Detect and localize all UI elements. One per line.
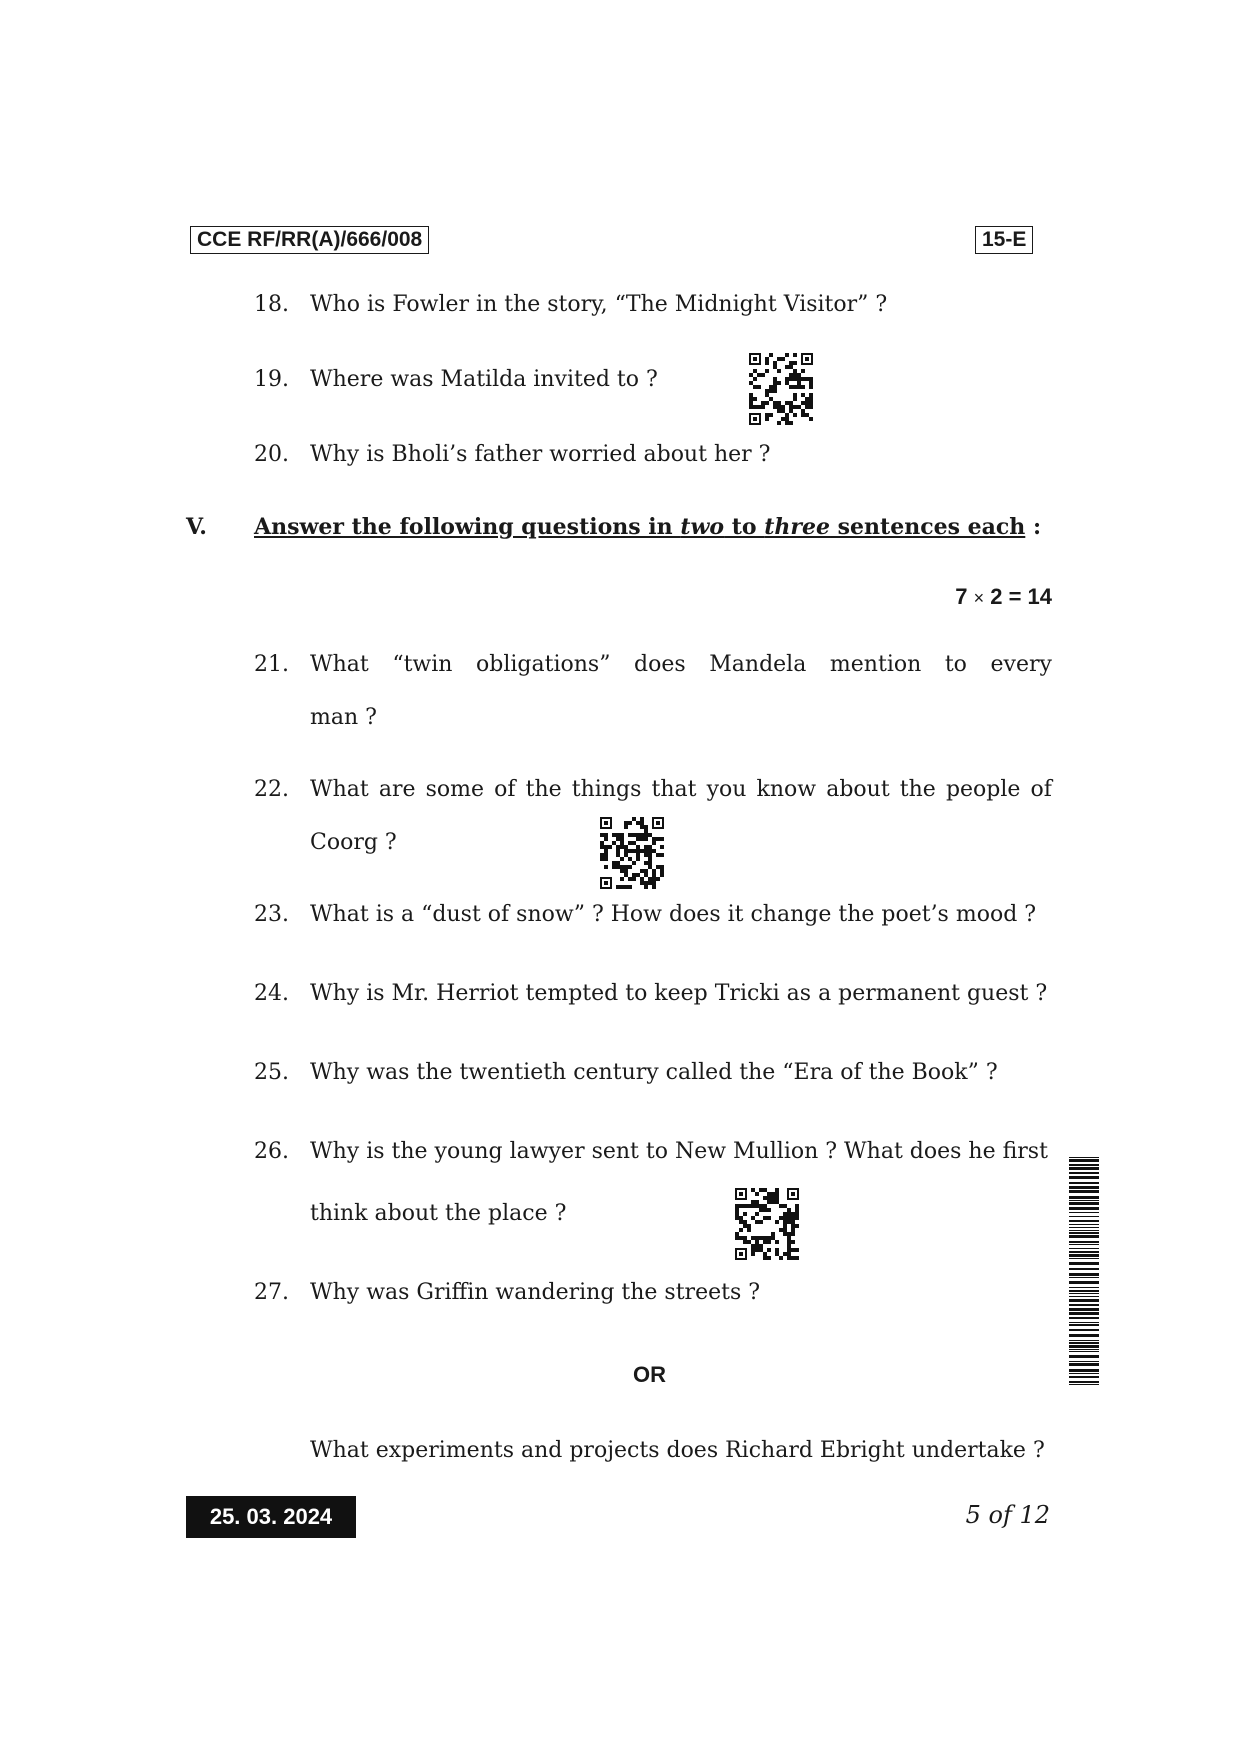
question-word: does xyxy=(634,652,686,677)
instruction-emph: two xyxy=(680,514,725,540)
marks-count: 7 xyxy=(955,584,968,609)
question-text: Why is the young lawyer sent to New Mullion ? What does he first xyxy=(310,1139,1048,1164)
question-word: of xyxy=(494,777,516,802)
instruction-colon: : xyxy=(1025,514,1042,540)
question-word: obligations” xyxy=(476,652,611,677)
question-word: the xyxy=(899,777,936,802)
question-word: Mandela xyxy=(709,652,807,677)
instruction-part: Answer the following questions in xyxy=(254,514,681,540)
question-24 xyxy=(254,979,1047,1009)
section-marks xyxy=(955,582,1052,613)
question-word: some xyxy=(425,777,485,802)
question-18 xyxy=(254,290,887,320)
marks-times: × xyxy=(973,588,985,608)
instruction-text xyxy=(254,514,1025,540)
question-word: are xyxy=(378,777,416,802)
instruction-part: sentences each xyxy=(830,514,1026,540)
qr-code-icon xyxy=(749,353,813,425)
question-26-continued: think about the place ? xyxy=(310,1201,567,1226)
qr-code-icon xyxy=(735,1188,799,1260)
question-number: 25. xyxy=(254,1060,289,1085)
question-20 xyxy=(254,440,770,470)
question-text: What is a “dust of snow” ? How does it change the poet’s mood ? xyxy=(310,902,1037,927)
version-code-box: 15-E xyxy=(975,226,1033,254)
alternative-question: What experiments and projects does Richard Ebright undertake ? xyxy=(310,1438,1045,1463)
question-word: know xyxy=(756,777,817,802)
question-26 xyxy=(254,1137,1048,1167)
barcode-icon xyxy=(1069,1157,1099,1385)
exam-date-badge: 25. 03. 2024 xyxy=(186,1496,356,1538)
question-22 xyxy=(254,775,1052,805)
question-word: mention xyxy=(829,652,922,677)
marks-total: 2 = 14 xyxy=(990,584,1052,609)
question-word: What xyxy=(310,777,369,802)
question-number: 23. xyxy=(254,902,289,927)
question-27 xyxy=(254,1278,760,1308)
question-word: every xyxy=(990,652,1052,677)
question-word: about xyxy=(826,777,890,802)
section-instruction xyxy=(254,512,1041,542)
question-word: the xyxy=(525,777,562,802)
question-text xyxy=(310,775,1052,805)
page-number: 5 of 12 xyxy=(965,1501,1050,1529)
question-number: 22. xyxy=(254,777,289,802)
question-word: to xyxy=(944,652,967,677)
question-number: 21. xyxy=(254,652,289,677)
question-word: “twin xyxy=(392,652,453,677)
question-number: 20. xyxy=(254,442,289,467)
question-text: Why is Mr. Herriot tempted to keep Tricki as a permanent guest ? xyxy=(310,981,1048,1006)
question-19 xyxy=(254,365,658,395)
question-22-continued: Coorg ? xyxy=(310,830,397,855)
question-23 xyxy=(254,900,1036,930)
question-text: Who is Fowler in the story, “The Midnight Visitor” ? xyxy=(310,292,888,317)
qr-code-icon xyxy=(600,817,664,889)
question-word: things xyxy=(571,777,642,802)
question-text: Why was the twentieth century called the “Era of the Book” ? xyxy=(310,1060,998,1085)
question-number: 18. xyxy=(254,292,289,317)
or-label: OR xyxy=(633,1362,666,1387)
question-25 xyxy=(254,1058,998,1088)
question-number: 19. xyxy=(254,367,289,392)
question-text xyxy=(310,650,1052,680)
instruction-part: to xyxy=(724,514,765,540)
question-word: people xyxy=(945,777,1021,802)
question-number: 27. xyxy=(254,1280,289,1305)
question-text: Where was Matilda invited to ? xyxy=(310,367,658,392)
paper-code-box: CCE RF/RR(A)/666/008 xyxy=(190,226,429,254)
question-21-continued: man ? xyxy=(310,705,377,730)
question-word: that xyxy=(651,777,697,802)
instruction-emph: three xyxy=(764,514,831,540)
section-numeral: V. xyxy=(186,514,207,540)
question-21 xyxy=(254,650,1052,680)
question-number: 24. xyxy=(254,981,289,1006)
question-text: Why was Griffin wandering the streets ? xyxy=(310,1280,761,1305)
question-text: Why is Bholi’s father worried about her ? xyxy=(310,442,771,467)
question-word: you xyxy=(706,777,747,802)
question-number: 26. xyxy=(254,1139,289,1164)
question-word: of xyxy=(1030,777,1052,802)
question-word: What xyxy=(310,652,369,677)
